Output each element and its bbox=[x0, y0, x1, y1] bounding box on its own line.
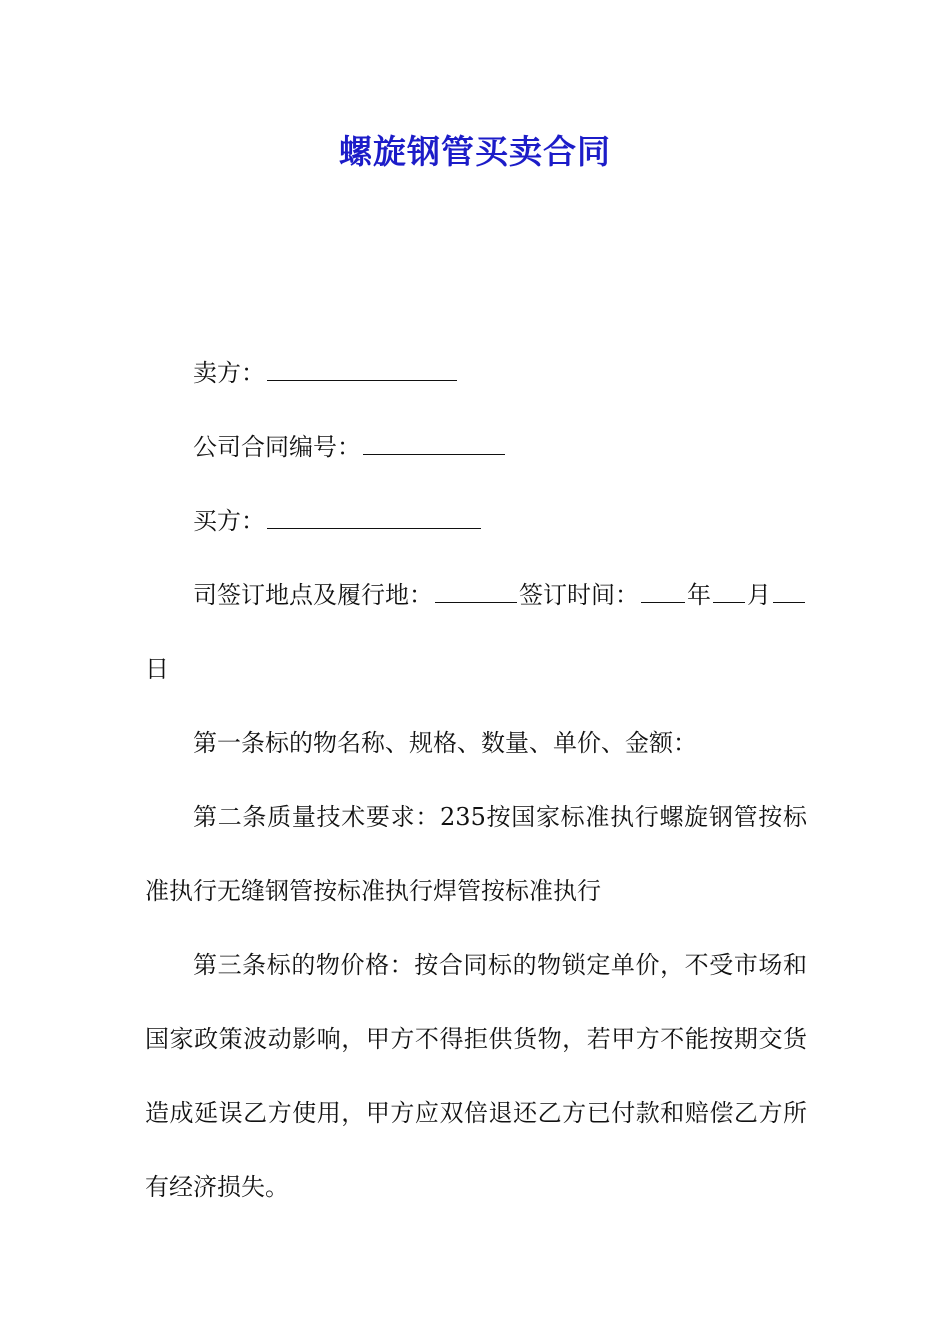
month-label: 月 bbox=[747, 581, 771, 609]
buyer-blank bbox=[267, 508, 481, 529]
contract-number-blank bbox=[363, 434, 505, 455]
day-label: 日 bbox=[145, 655, 169, 683]
year-label: 年 bbox=[687, 581, 711, 609]
buyer-label: 买方： bbox=[193, 507, 265, 535]
article-3: 第三条标的物价格：按合同标的物锁定单价，不受市场和国家政策波动影响，甲方不得拒供货物，若甲方不能按期交货造成延误乙方使用，甲方应双倍退还乙方已付款和赔偿乙方所有经济损失。 bbox=[145, 951, 807, 1201]
time-label: 签订时间： bbox=[519, 581, 639, 609]
day-blank bbox=[773, 582, 805, 603]
contract-number-line bbox=[145, 410, 807, 484]
seller-blank bbox=[267, 360, 457, 381]
contract-number-label: 公司合同编号： bbox=[193, 433, 361, 461]
article-1: 第一条标的物名称、规格、数量、单价、金额： bbox=[193, 729, 697, 757]
month-blank bbox=[713, 582, 745, 603]
seller-label: 卖方： bbox=[193, 359, 265, 387]
document-body bbox=[145, 336, 807, 1224]
seller-line bbox=[145, 336, 807, 410]
article-2: 第二条质量技术要求：235按国家标准执行螺旋钢管按标准执行无缝钢管按标准执行焊管按标准执行 bbox=[145, 803, 807, 905]
buyer-line bbox=[145, 484, 807, 558]
place-blank bbox=[435, 582, 517, 603]
document-title: 螺旋钢管买卖合同 bbox=[339, 132, 611, 171]
place-label: 司签订地点及履行地： bbox=[193, 581, 433, 609]
place-time-line bbox=[145, 558, 807, 706]
year-blank bbox=[641, 582, 685, 603]
